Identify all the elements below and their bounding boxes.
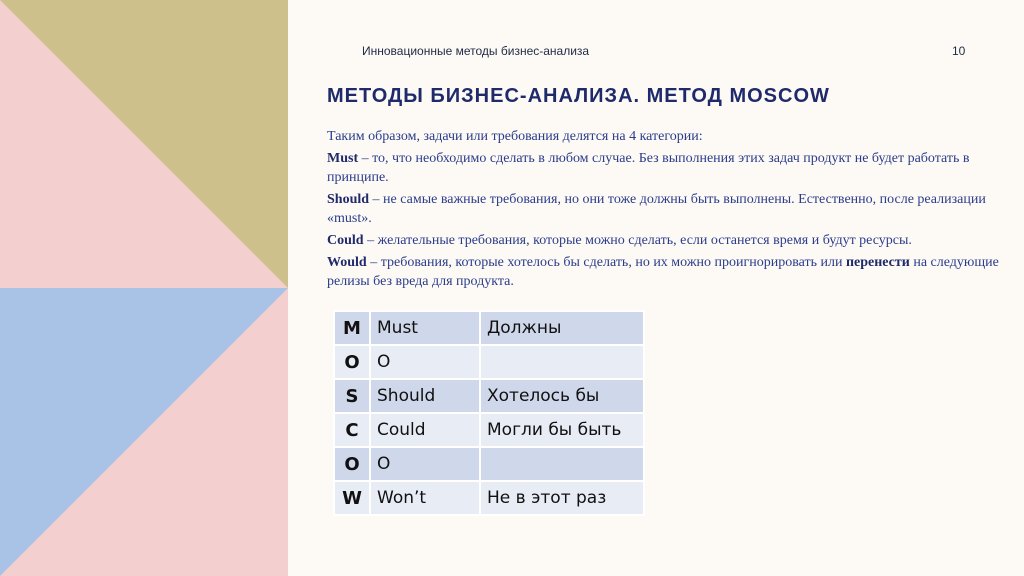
table-row	[334, 345, 644, 379]
row-meaning: Могли бы быть	[480, 413, 644, 447]
row-word: Should	[370, 379, 480, 413]
item-term: Could	[327, 233, 364, 248]
item-term: Should	[327, 192, 370, 207]
row-word: O	[370, 447, 480, 481]
row-word: Must	[370, 311, 480, 345]
table-row	[334, 447, 644, 481]
item-term: Must	[327, 151, 359, 166]
item-could	[327, 231, 999, 250]
row-letter: W	[334, 481, 370, 515]
item-text: – то, что необходимо сделать в любом случае. Без выполнения этих задач продукт не будет работать в принципе.	[327, 151, 970, 185]
row-meaning	[480, 345, 644, 379]
row-letter: O	[334, 345, 370, 379]
row-meaning: Не в этот раз	[480, 481, 644, 515]
item-emphasis: перенести	[845, 255, 910, 270]
row-letter: M	[334, 311, 370, 345]
moscow-table	[333, 310, 645, 516]
table-row	[334, 311, 644, 345]
decorative-background-shapes	[0, 0, 288, 576]
presentation-subtitle: Инновационные методы бизнес-анализа	[362, 44, 590, 58]
body-text	[327, 127, 999, 307]
table-row	[334, 481, 644, 515]
item-text: – требования, которые хотелось бы сделать, но их можно проигнорировать или	[366, 255, 846, 270]
row-meaning: Хотелось бы	[480, 379, 644, 413]
item-text-tail: на следующие релизы без вреда для продукта.	[327, 255, 999, 289]
row-word: Won’t	[370, 481, 480, 515]
item-term: Would	[327, 255, 367, 270]
row-letter: S	[334, 379, 370, 413]
row-meaning: Должны	[480, 311, 644, 345]
table-row	[334, 379, 644, 413]
item-text: – желательные требования, которые можно сделать, если останется время и будут ресурсы.	[363, 233, 912, 248]
row-meaning	[480, 447, 644, 481]
row-word: Could	[370, 413, 480, 447]
page-number: 10	[952, 44, 966, 58]
table-row	[334, 413, 644, 447]
row-letter: O	[334, 447, 370, 481]
item-text: – не самые важные требования, но они тоже должны быть выполнены. Естественно, после реализации «must».	[327, 192, 986, 226]
item-should	[327, 190, 999, 228]
slide-title: МЕТОДЫ БИЗНЕС-АНАЛИЗА. МЕТОД MOSCOW	[327, 85, 830, 107]
row-letter: C	[334, 413, 370, 447]
intro-paragraph: Таким образом, задачи или требования делятся на 4 категории:	[327, 129, 703, 144]
item-must	[327, 149, 999, 187]
item-would	[327, 253, 999, 291]
row-word: O	[370, 345, 480, 379]
